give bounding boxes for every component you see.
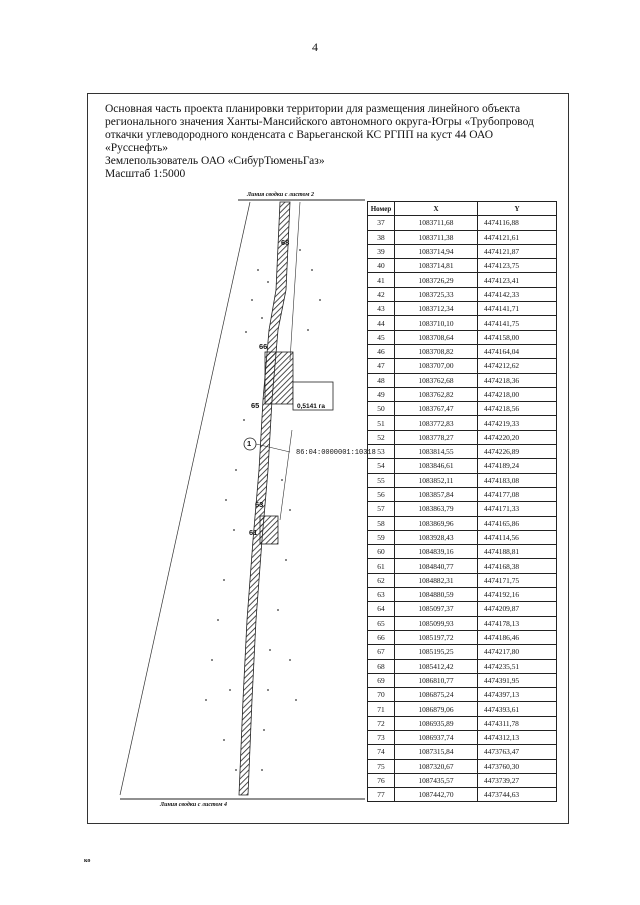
table-row — [368, 302, 557, 316]
x-coordinate-cell: 1083852,11 — [395, 473, 478, 487]
table-row — [368, 344, 557, 358]
y-coordinate-cell: 4474121,87 — [478, 244, 557, 258]
y-coordinate-cell: 4474177,08 — [478, 487, 557, 501]
x-coordinate-cell: 1083712,34 — [395, 302, 478, 316]
table-row — [368, 645, 557, 659]
y-coordinate-cell: 4474123,75 — [478, 259, 557, 273]
pipeline-corridor — [239, 202, 290, 795]
table-row — [368, 359, 557, 373]
y-coordinate-cell: 4474209,87 — [478, 602, 557, 616]
y-coordinate-cell: 4474186,46 — [478, 630, 557, 644]
table-row — [368, 659, 557, 673]
point-number-cell: 74 — [368, 745, 395, 759]
y-coordinate-cell: 4474311,78 — [478, 716, 557, 730]
point-number-cell: 52 — [368, 430, 395, 444]
table-row — [368, 530, 557, 544]
table-row — [368, 259, 557, 273]
x-coordinate-cell: 1083711,38 — [395, 230, 478, 244]
point-number-cell: 67 — [368, 645, 395, 659]
table-row — [368, 759, 557, 773]
table-header-row — [368, 202, 557, 216]
point-number-cell: 60 — [368, 545, 395, 559]
point-number-cell: 43 — [368, 302, 395, 316]
point-number-cell: 69 — [368, 673, 395, 687]
point-number-cell: 76 — [368, 773, 395, 787]
boundary-line — [280, 430, 292, 520]
point-number-cell: 49 — [368, 387, 395, 401]
bottom-summary-label: Линия сводки с листом 4 — [160, 802, 227, 808]
table-row — [368, 516, 557, 530]
point-marker: 61 — [249, 528, 258, 537]
point-number-cell: 38 — [368, 230, 395, 244]
y-coordinate-cell: 4474178,13 — [478, 616, 557, 630]
point-number-cell: 54 — [368, 459, 395, 473]
cadastre-number: 86:04:0000001:10318 — [296, 449, 376, 457]
x-coordinate-cell: 1083863,79 — [395, 502, 478, 516]
table-row — [368, 630, 557, 644]
table-row — [368, 616, 557, 630]
header-line: откачки углеводородного конденсата с Варьеганской КС РГПП на куст 44 ОАО — [105, 129, 494, 141]
y-coordinate-cell: 4474121,61 — [478, 230, 557, 244]
table-row — [368, 473, 557, 487]
y-coordinate-cell: 4474188,81 — [478, 545, 557, 559]
hatched-block — [265, 352, 293, 404]
x-coordinate-cell: 1083814,55 — [395, 445, 478, 459]
x-coordinate-cell: 1083725,33 — [395, 287, 478, 301]
table-row — [368, 588, 557, 602]
x-coordinate-cell: 1083711,68 — [395, 216, 478, 230]
y-coordinate-cell: 4474397,13 — [478, 688, 557, 702]
x-coordinate-cell: 1083714,94 — [395, 244, 478, 258]
point-marker: 66 — [259, 342, 268, 351]
y-coordinate-cell: 4474123,41 — [478, 273, 557, 287]
table-row — [368, 788, 557, 802]
y-coordinate-cell: 4473744,63 — [478, 788, 557, 802]
x-coordinate-cell: 1083707,00 — [395, 359, 478, 373]
x-coordinate-cell: 1083726,29 — [395, 273, 478, 287]
y-coordinate-cell: 4474218,36 — [478, 373, 557, 387]
table-row — [368, 230, 557, 244]
point-number-cell: 45 — [368, 330, 395, 344]
point-number-cell: 41 — [368, 273, 395, 287]
table-row — [368, 216, 557, 230]
table-row — [368, 573, 557, 587]
y-coordinate-cell: 4474171,33 — [478, 502, 557, 516]
point-number-cell: 53 — [368, 445, 395, 459]
table-row — [368, 559, 557, 573]
x-coordinate-cell: 1085097,37 — [395, 602, 478, 616]
y-coordinate-cell: 4474393,61 — [478, 702, 557, 716]
table-row — [368, 773, 557, 787]
x-coordinate-cell: 1083762,82 — [395, 387, 478, 401]
table-row — [368, 287, 557, 301]
page-number: 4 — [312, 40, 318, 54]
y-coordinate-cell: 4474226,89 — [478, 445, 557, 459]
y-coordinate-cell: 4474391,95 — [478, 673, 557, 687]
x-coordinate-cell: 1086875,24 — [395, 688, 478, 702]
x-coordinate-cell: 1086935,89 — [395, 716, 478, 730]
table-row — [368, 502, 557, 516]
point-number-cell: 71 — [368, 702, 395, 716]
x-coordinate-cell: 1084839,16 — [395, 545, 478, 559]
table-row — [368, 730, 557, 744]
table-row — [368, 330, 557, 344]
y-coordinate-cell: 4474158,00 — [478, 330, 557, 344]
y-coordinate-cell: 4474312,13 — [478, 730, 557, 744]
column-header: Номер — [368, 202, 395, 216]
table-row — [368, 416, 557, 430]
point-number-cell: 37 — [368, 216, 395, 230]
x-coordinate-cell: 1083762,68 — [395, 373, 478, 387]
point-marker: 63 — [255, 500, 264, 509]
header-line: Основная часть проекта планировки территории для размещения линейного объекта — [105, 103, 521, 115]
column-header: Y — [478, 202, 557, 216]
y-coordinate-cell: 4474212,62 — [478, 359, 557, 373]
callout-number: 1 — [247, 439, 252, 448]
y-coordinate-cell: 4473739,27 — [478, 773, 557, 787]
y-coordinate-cell: 4473763,47 — [478, 745, 557, 759]
table-row — [368, 273, 557, 287]
y-coordinate-cell: 4474164,04 — [478, 344, 557, 358]
x-coordinate-cell: 1083714,81 — [395, 259, 478, 273]
point-number-cell: 51 — [368, 416, 395, 430]
y-coordinate-cell: 4474219,33 — [478, 416, 557, 430]
point-number-cell: 55 — [368, 473, 395, 487]
y-coordinate-cell: 4474141,71 — [478, 302, 557, 316]
table-row — [368, 244, 557, 258]
point-number-cell: 56 — [368, 487, 395, 501]
point-number-cell: 58 — [368, 516, 395, 530]
x-coordinate-cell: 1083778,27 — [395, 430, 478, 444]
x-coordinate-cell: 1083708,82 — [395, 344, 478, 358]
point-number-cell: 57 — [368, 502, 395, 516]
table-row — [368, 716, 557, 730]
x-coordinate-cell: 1085099,93 — [395, 616, 478, 630]
hatched-block — [260, 516, 278, 544]
point-number-cell: 59 — [368, 530, 395, 544]
x-coordinate-cell: 1084840,77 — [395, 559, 478, 573]
table-row — [368, 373, 557, 387]
x-coordinate-cell: 1087320,67 — [395, 759, 478, 773]
y-coordinate-cell: 4474168,38 — [478, 559, 557, 573]
point-number-cell: 62 — [368, 573, 395, 587]
x-coordinate-cell: 1083772,83 — [395, 416, 478, 430]
point-number-cell: 42 — [368, 287, 395, 301]
table-row — [368, 602, 557, 616]
x-coordinate-cell: 1085195,25 — [395, 645, 478, 659]
point-number-cell: 40 — [368, 259, 395, 273]
x-coordinate-cell: 1087315,84 — [395, 745, 478, 759]
point-number-cell: 50 — [368, 402, 395, 416]
point-number-cell: 64 — [368, 602, 395, 616]
point-number-cell: 47 — [368, 359, 395, 373]
y-coordinate-cell: 4474183,08 — [478, 473, 557, 487]
point-number-cell: 48 — [368, 373, 395, 387]
coordinates-table — [367, 201, 557, 802]
x-coordinate-cell: 1083767,47 — [395, 402, 478, 416]
y-coordinate-cell: 4474142,33 — [478, 287, 557, 301]
table-row — [368, 745, 557, 759]
point-number-cell: 70 — [368, 688, 395, 702]
table-row — [368, 459, 557, 473]
header-line: регионального значения Ханты-Мансийского автономного округа-Югры «Трубопровод — [105, 116, 534, 128]
point-number-cell: 65 — [368, 616, 395, 630]
table-row — [368, 402, 557, 416]
point-marker: 68 — [281, 238, 290, 247]
y-coordinate-cell: 4474114,56 — [478, 530, 557, 544]
y-coordinate-cell: 4474116,88 — [478, 216, 557, 230]
land-user-line: Землепользователь ОАО «СибурТюменьГаз» — [105, 155, 325, 167]
boundary-line — [290, 202, 300, 360]
x-coordinate-cell: 1086810,77 — [395, 673, 478, 687]
point-number-cell: 39 — [368, 244, 395, 258]
x-coordinate-cell: 1086879,06 — [395, 702, 478, 716]
column-header: X — [395, 202, 478, 216]
x-coordinate-cell: 1083857,84 — [395, 487, 478, 501]
y-coordinate-cell: 4474171,75 — [478, 573, 557, 587]
point-number-cell: 61 — [368, 559, 395, 573]
y-coordinate-cell: 4474217,80 — [478, 645, 557, 659]
point-number-cell: 72 — [368, 716, 395, 730]
y-coordinate-cell: 4474218,00 — [478, 387, 557, 401]
y-coordinate-cell: 4474192,16 — [478, 588, 557, 602]
x-coordinate-cell: 1084880,59 — [395, 588, 478, 602]
table-row — [368, 430, 557, 444]
table-row — [368, 545, 557, 559]
table-row — [368, 387, 557, 401]
x-coordinate-cell: 1083710,10 — [395, 316, 478, 330]
table-row — [368, 702, 557, 716]
area-label: 0,5141 га — [297, 403, 326, 410]
y-coordinate-cell: 4474235,51 — [478, 659, 557, 673]
y-coordinate-cell: 4474220,20 — [478, 430, 557, 444]
point-number-cell: 75 — [368, 759, 395, 773]
x-coordinate-cell: 1087435,57 — [395, 773, 478, 787]
point-number-cell: 77 — [368, 788, 395, 802]
x-coordinate-cell: 1087442,70 — [395, 788, 478, 802]
table-row — [368, 673, 557, 687]
header-line: «Русснефть» — [105, 142, 168, 154]
y-coordinate-cell: 4474165,86 — [478, 516, 557, 530]
point-number-cell: 63 — [368, 588, 395, 602]
table-row — [368, 316, 557, 330]
x-coordinate-cell: 1083846,61 — [395, 459, 478, 473]
x-coordinate-cell: 1083708,64 — [395, 330, 478, 344]
top-summary-label: Линия сводки с листом 2 — [247, 192, 314, 198]
scale-line: Масштаб 1:5000 — [105, 168, 186, 180]
x-coordinate-cell: 1084882,31 — [395, 573, 478, 587]
x-coordinate-cell: 1083928,43 — [395, 530, 478, 544]
table-row — [368, 688, 557, 702]
x-coordinate-cell: 1085197,72 — [395, 630, 478, 644]
point-number-cell: 46 — [368, 344, 395, 358]
y-coordinate-cell: 4474189,24 — [478, 459, 557, 473]
y-coordinate-cell: 4474141,75 — [478, 316, 557, 330]
x-coordinate-cell: 1086937,74 — [395, 730, 478, 744]
table-row — [368, 487, 557, 501]
point-number-cell: 73 — [368, 730, 395, 744]
point-number-cell: 68 — [368, 659, 395, 673]
x-coordinate-cell: 1085412,42 — [395, 659, 478, 673]
y-coordinate-cell: 4474218,56 — [478, 402, 557, 416]
boundary-line — [120, 202, 250, 795]
point-number-cell: 44 — [368, 316, 395, 330]
table-row — [368, 445, 557, 459]
x-coordinate-cell: 1083869,96 — [395, 516, 478, 530]
y-coordinate-cell: 4473760,30 — [478, 759, 557, 773]
point-number-cell: 66 — [368, 630, 395, 644]
point-marker: 65 — [251, 401, 260, 410]
corner-mark: ко — [84, 858, 91, 864]
